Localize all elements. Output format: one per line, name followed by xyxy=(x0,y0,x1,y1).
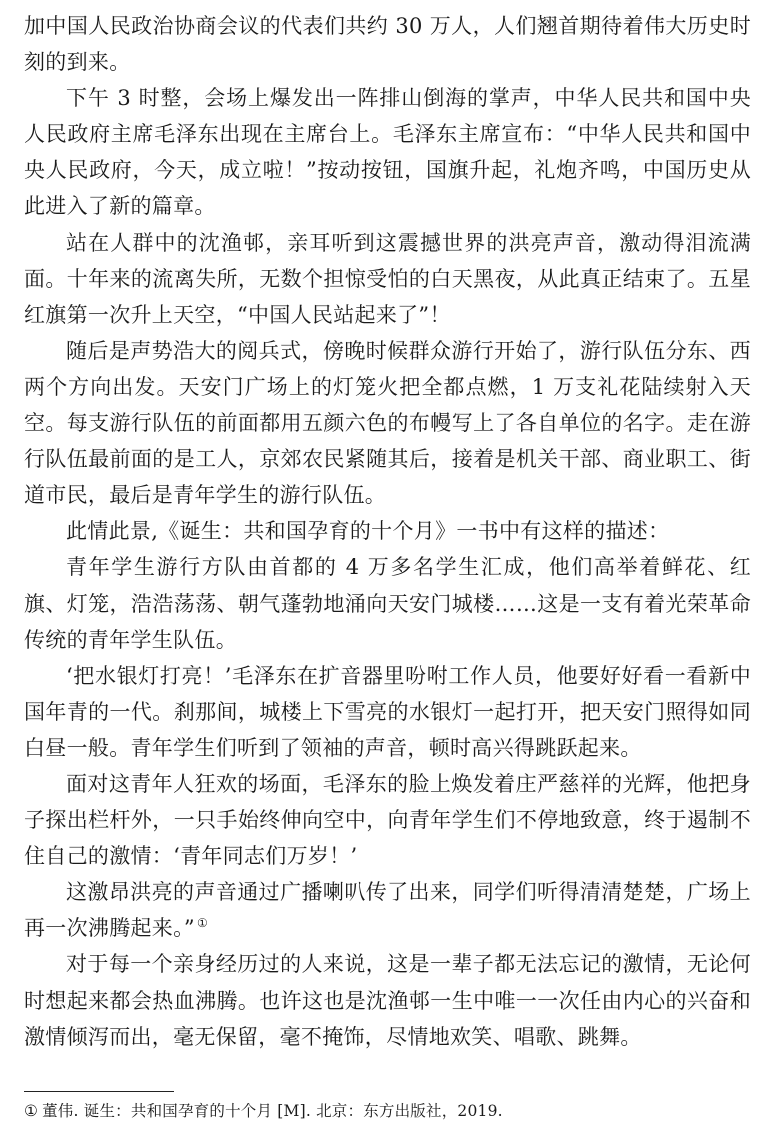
footnote-reference[interactable]: ① xyxy=(196,916,208,931)
paragraph: 加中国人民政治协商会议的代表们共约 30 万人，人们翘首期待着伟大历史时刻的到来。 xyxy=(24,14,751,75)
footnote-marker: ① xyxy=(24,1102,39,1120)
quoted-paragraph: 面对这青年人狂欢的场面，毛泽东的脸上焕发着庄严慈祥的光辉，他把身子探出栏杆外，一只手始终伸向空中，向青年学生们不停地致意，终于遏制不住自己的激情：‘青年同志们万岁！’ xyxy=(24,771,751,869)
quoted-paragraph: ‘把水银灯打亮！’毛泽东在扩音器里吩咐工作人员，他要好好看一看新中国年青的一代。刹那间，城楼上下雪亮的水银灯一起打开，把天安门照得如同白昼一般。青年学生们听到了领袖的声音，顿时高兴得跳跃起来。 xyxy=(24,663,751,760)
footnote xyxy=(24,1100,751,1122)
paragraph-text: 这激昂洪亮的声音通过广播喇叭传了出来，同学们听得清清楚楚，广场上再一次沸腾起来。” xyxy=(24,880,751,941)
footnote-divider xyxy=(24,1091,174,1092)
paragraph: 此情此景,《诞生：共和国孕育的十个月》一书中有这样的描述： xyxy=(66,519,670,544)
paragraph: 随后是声势浩大的阅兵式，傍晚时候群众游行开始了，游行队伍分东、西两个方向出发。天安门广场上的灯笼火把全都点燃，1 万支礼花陆续射入天空。每支游行队伍的前面都用五颜六色的布幔写上了各自单位的名字。走在游行队伍最前面的是工人，京郊农民紧随其后，接着是机关干部、商业职工、街道市民，最后是青年学生的游行队伍。 xyxy=(24,338,751,508)
body-text xyxy=(24,8,751,1055)
paragraph: 下午 3 时整，会场上爆发出一阵排山倒海的掌声，中华人民共和国中央人民政府主席毛泽东出现在主席台上。毛泽东主席宣布：“中华人民共和国中央人民政府，今天，成立啦！”按动按钮，国旗升起，礼炮齐鸣，中国历史从此进入了新的篇章。 xyxy=(24,86,751,219)
footnote-text: 董伟. 诞生：共和国孕育的十个月 [M]. 北京：东方出版社，2019. xyxy=(42,1102,503,1120)
quoted-paragraph: 青年学生游行方队由首都的 4 万多名学生汇成，他们高举着鲜花、红旗、灯笼，浩浩荡荡、朝气蓬勃地涌向天安门城楼……这是一支有着光荣革命传统的青年学生队伍。 xyxy=(24,555,751,652)
paragraph: 站在人群中的沈渔邨，亲耳听到这震撼世界的洪亮声音，激动得泪流满面。十年来的流离失所，无数个担惊受怕的白天黑夜，从此真正结束了。五星红旗第一次升上天空，“中国人民站起来了”！ xyxy=(24,230,751,327)
quoted-paragraph xyxy=(24,874,751,946)
paragraph: 对于每一个亲身经历过的人来说，这是一辈子都无法忘记的激情，无论何时想起来都会热血沸腾。也许这也是沈渔邨一生中唯一一次任由内心的兴奋和激情倾泻而出，毫无保留，毫不掩饰，尽情地欢笑、唱歌、跳舞。 xyxy=(24,952,751,1049)
